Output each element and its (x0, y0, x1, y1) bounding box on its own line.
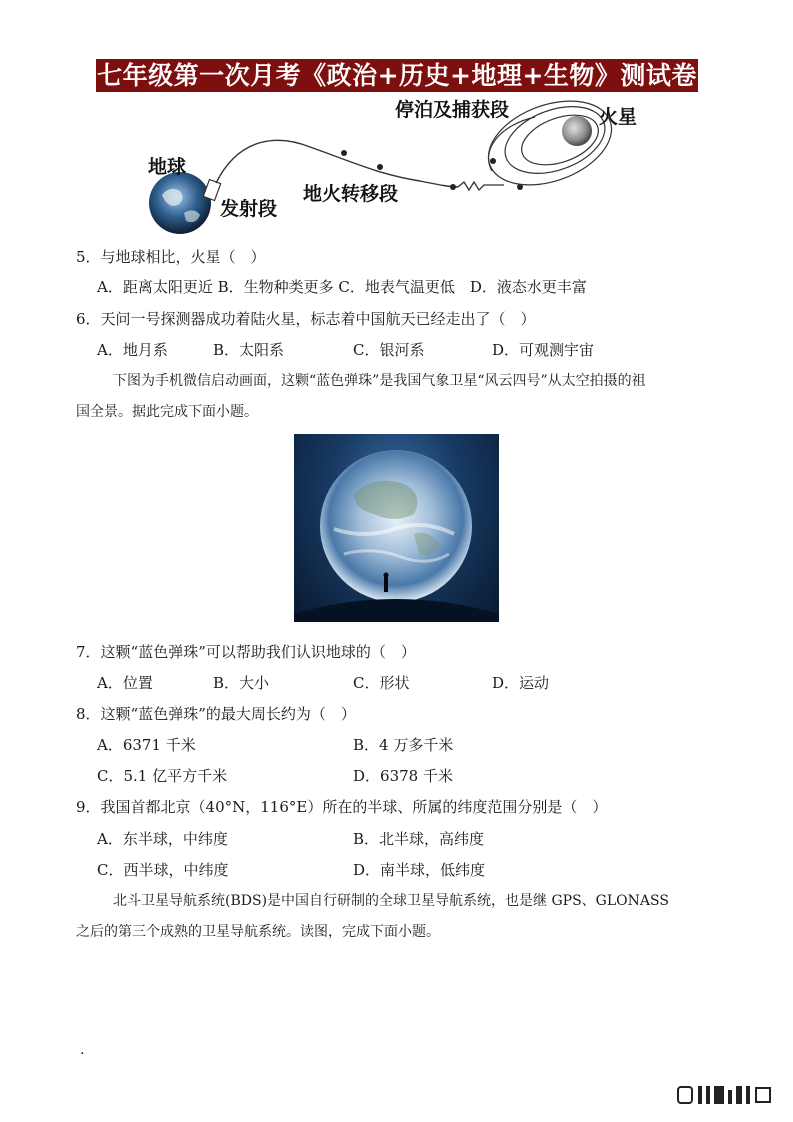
question-6-option-c: C．银河系 (353, 341, 425, 359)
question-9-option-b: B．北半球，高纬度 (353, 830, 485, 848)
label-mars: 火星 (599, 106, 638, 128)
footer-dot: . (80, 1042, 85, 1058)
passage-2-line-1: 北斗卫星导航系统(BDS)是中国自行研制的全球卫星导航系统，也是继 GPS、GLONASS (113, 893, 669, 909)
question-6-option-a: A．地月系 (97, 341, 168, 359)
label-earth: 地球 (148, 156, 187, 178)
question-5-stem: 5．与地球相比，火星（ ） (76, 248, 266, 266)
question-7-option-d: D．运动 (492, 674, 550, 692)
question-8-option-b: B．4 万多千米 (353, 736, 454, 754)
blue-marble-image (294, 434, 499, 622)
label-launch: 发射段 (220, 198, 278, 220)
question-6-option-b: B．太阳系 (213, 341, 285, 359)
passage-1-line-2: 国全景。据此完成下面小题。 (76, 404, 258, 420)
question-5-options: A．距离太阳更近 B．生物种类更多 C．地表气温更低 D．液态水更丰富 (97, 278, 587, 296)
question-8-stem: 8．这颗“蓝色弹珠”的最大周长约为（ ） (76, 705, 356, 723)
mars-trajectory-diagram (140, 95, 660, 235)
watermark-icon (676, 1082, 776, 1108)
question-8-option-c: C．5.1 亿平方千米 (97, 767, 228, 785)
question-7-option-c: C．形状 (353, 674, 410, 692)
mars-globe-icon (562, 116, 592, 146)
question-7-option-a: A．位置 (97, 674, 153, 692)
page-title: 七年级第一次月考《政治+历史+地理+生物》测试卷 (97, 61, 697, 90)
question-7-option-b: B．大小 (213, 674, 270, 692)
question-8-option-a: A．6371 千米 (97, 736, 196, 754)
question-7-stem: 7．这颗“蓝色弹珠”可以帮助我们认识地球的（ ） (76, 643, 416, 661)
question-6-stem: 6．天问一号探测器成功着陆火星，标志着中国航天已经走出了（ ） (76, 310, 536, 328)
label-transfer: 地火转移段 (303, 183, 399, 205)
trajectory-point (490, 158, 496, 164)
question-9-option-d: D．南半球，低纬度 (353, 861, 486, 879)
passage-1-line-1: 下图为手机微信启动画面，这颗“蓝色弹珠”是我国气象卫星“风云四号”从太空拍摄的祖 (113, 373, 646, 389)
probe-icon (203, 179, 220, 200)
question-8-option-d: D．6378 千米 (353, 767, 453, 785)
passage-2-line-2: 之后的第三个成熟的卫星导航系统。读图，完成下面小题。 (76, 924, 440, 940)
person-silhouette-icon (384, 573, 389, 593)
trajectory-point (377, 164, 383, 170)
question-9-option-a: A．东半球，中纬度 (97, 830, 228, 848)
question-9-option-c: C．西半球，中纬度 (97, 861, 229, 879)
label-parking: 停泊及捕获段 (395, 99, 510, 121)
earth-illustration (294, 434, 499, 622)
trajectory-point (341, 150, 347, 156)
question-9-stem: 9．我国首都北京（40°N，116°E）所在的半球、所属的纬度范围分别是（ ） (76, 798, 608, 816)
question-6-option-d: D．可观测宇宙 (492, 341, 595, 359)
trajectory-point (450, 184, 456, 190)
